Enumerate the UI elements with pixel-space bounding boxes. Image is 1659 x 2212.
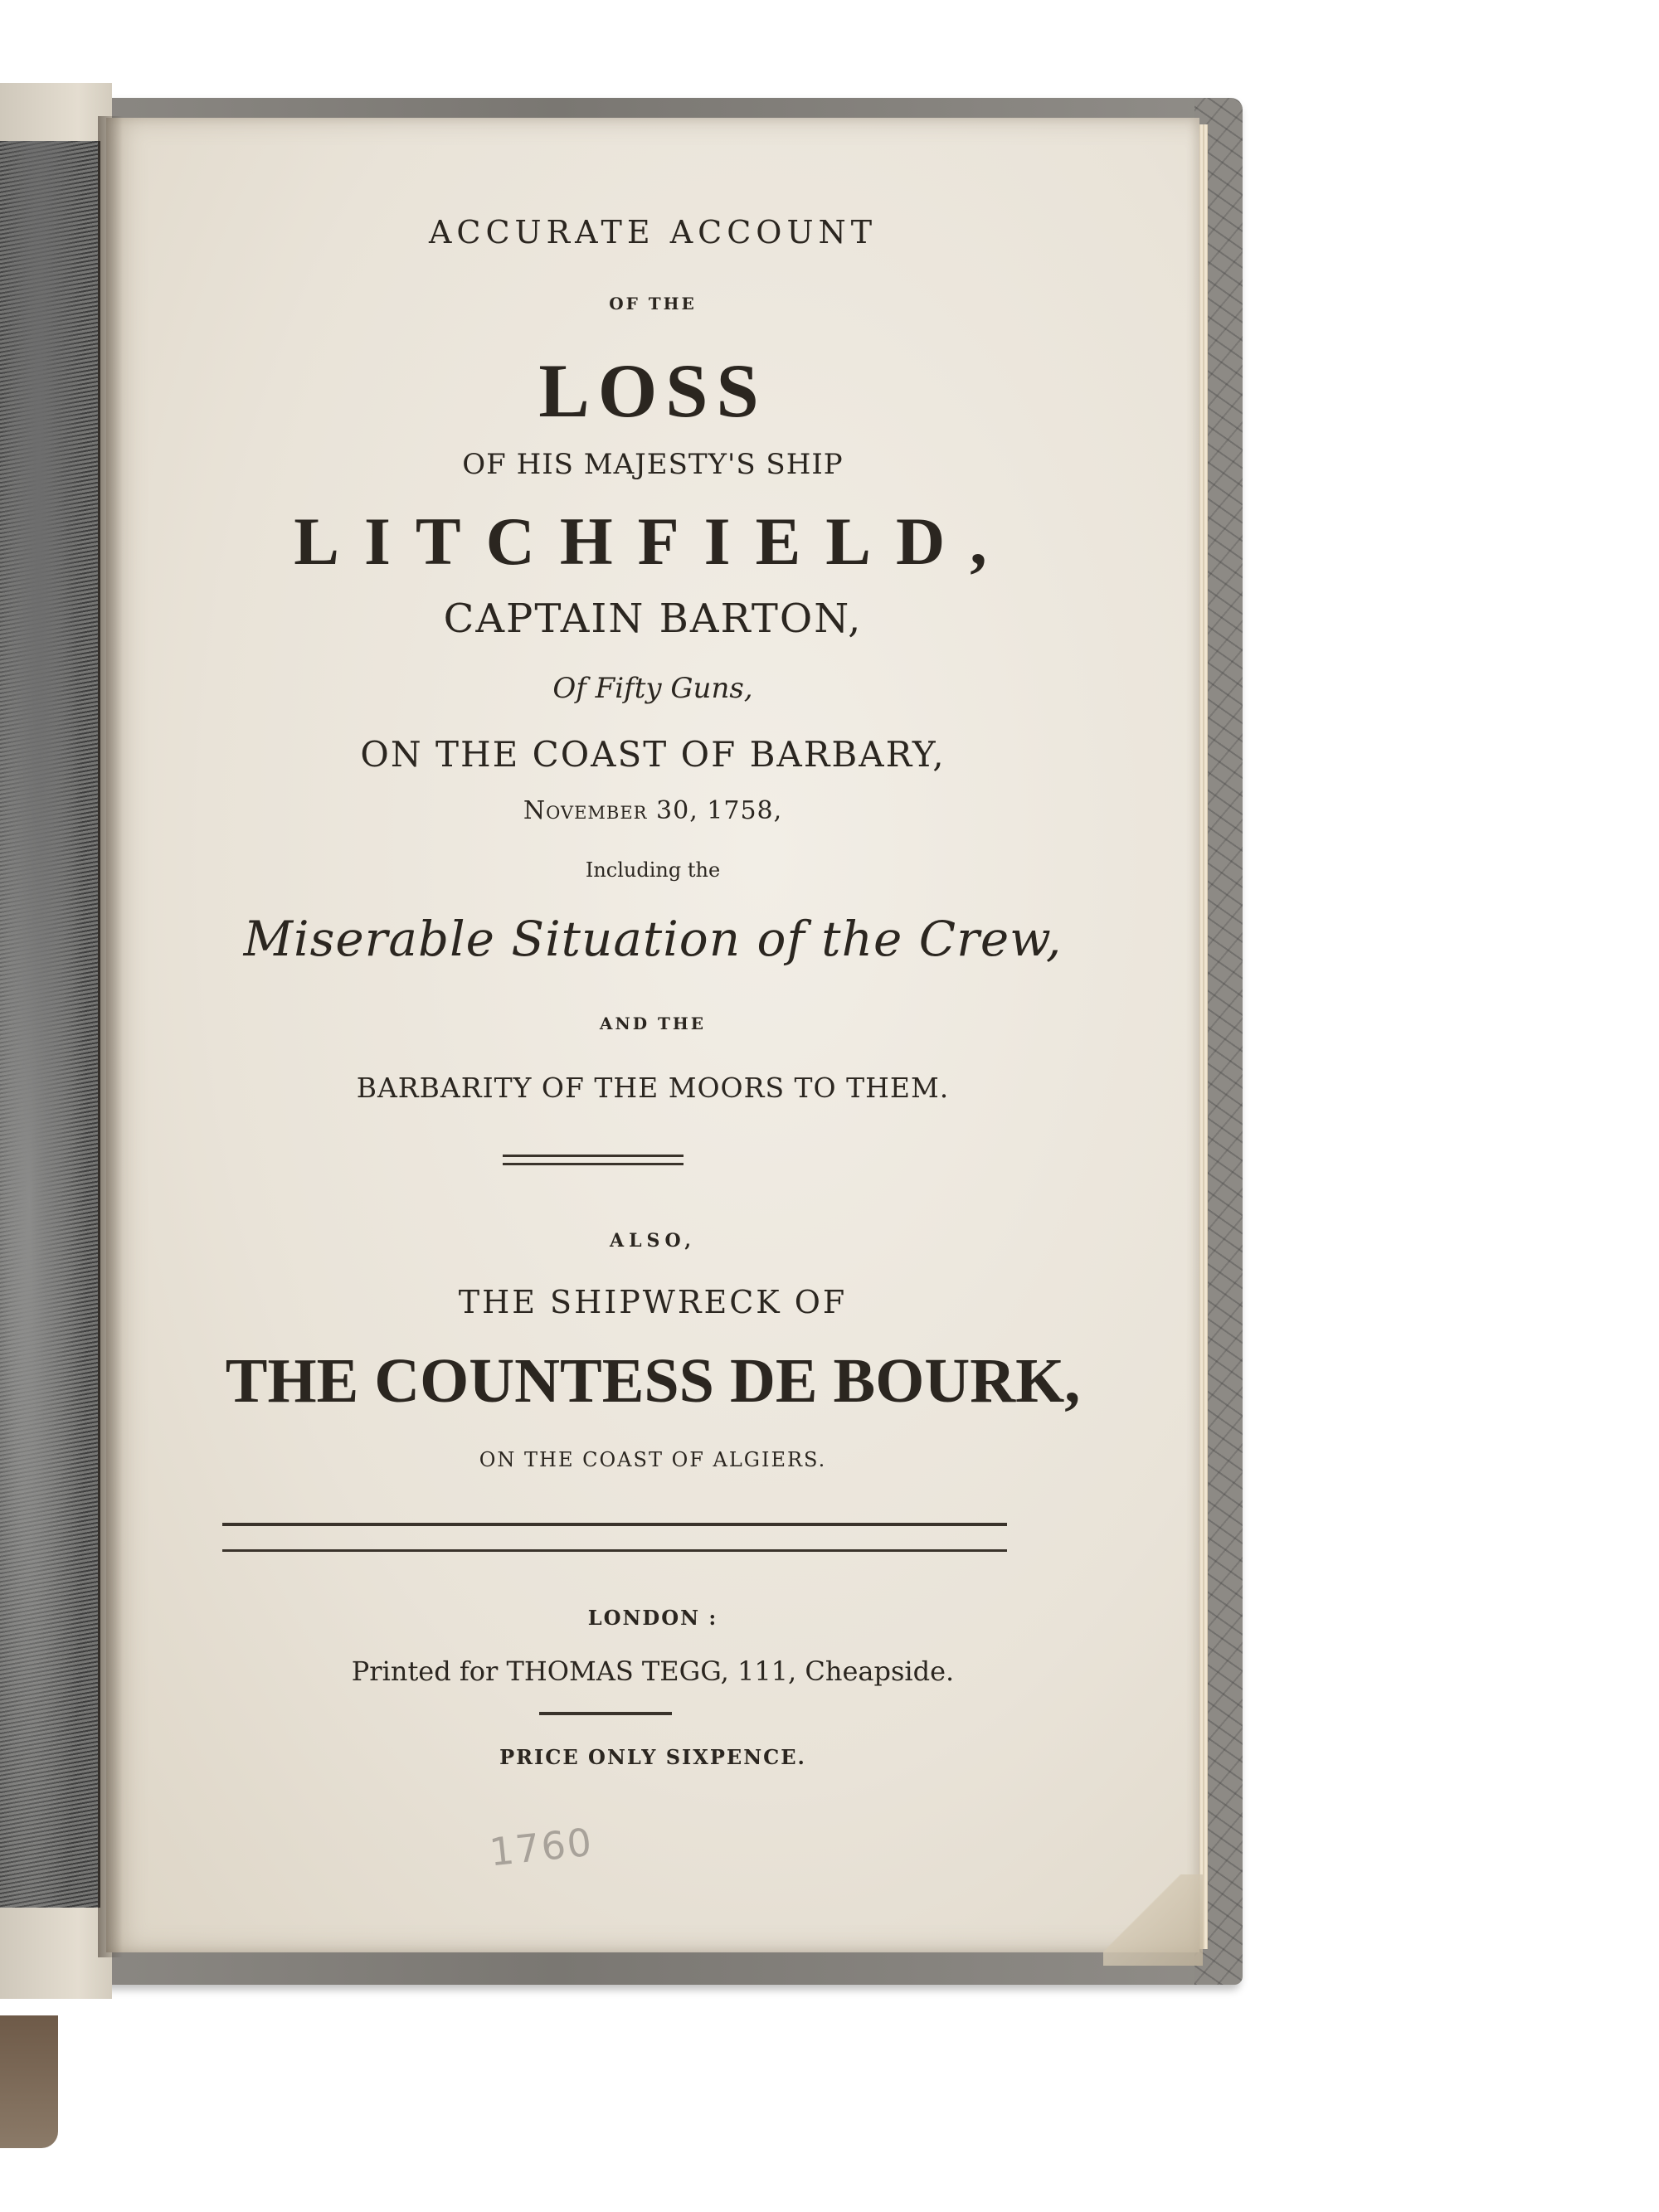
coast-of-barbary-line: ON THE COAST OF BARBARY, [360,734,946,775]
of-the-line: OF THE [609,294,697,314]
heading-accurate-account: ACCURATE ACCOUNT [428,214,878,250]
including-line: Including the [585,858,721,882]
guns-line: Of Fifty Guns, [552,672,753,705]
algiers-line: ON THE COAST OF ALGIERS. [479,1448,827,1471]
short-rule [539,1712,672,1715]
pencil-annotation: 1760 [487,1819,596,1875]
and-the-line: AND THE [599,1014,707,1033]
ship-name-litchfield: LITCHFIELD, [294,503,1012,579]
double-rule-bottom [503,1163,684,1165]
binding-corner [0,2015,58,2148]
price-line: PRICE ONLY SIXPENCE. [499,1745,806,1769]
shipwreck-line: THE SHIPWRECK OF [458,1284,848,1320]
date-line: November 30, 1758, [523,796,783,825]
title-loss: LOSS [538,348,767,433]
long-rule-bottom [222,1549,1007,1552]
frontispiece-engraving [0,141,100,1908]
london-line: LONDON : [587,1606,718,1630]
captain-line: CAPTAIN BARTON, [443,596,863,642]
ship-line: OF HIS MAJESTY'S SHIP [462,448,844,481]
worn-page-corner [1103,1874,1203,1966]
printed-for-line: Printed for THOMAS TEGG, 111, Cheapside. [351,1655,955,1687]
double-rule-top [503,1155,684,1157]
countess-de-bourk-line: THE COUNTESS DE BOURK, [225,1346,1081,1416]
barbarity-line: BARBARITY OF THE MOORS TO THEM. [356,1072,950,1104]
also-line: ALSO, [610,1230,696,1252]
long-rule-top [222,1523,1007,1526]
miserable-situation-line: Miserable Situation of the Crew, [243,911,1063,967]
